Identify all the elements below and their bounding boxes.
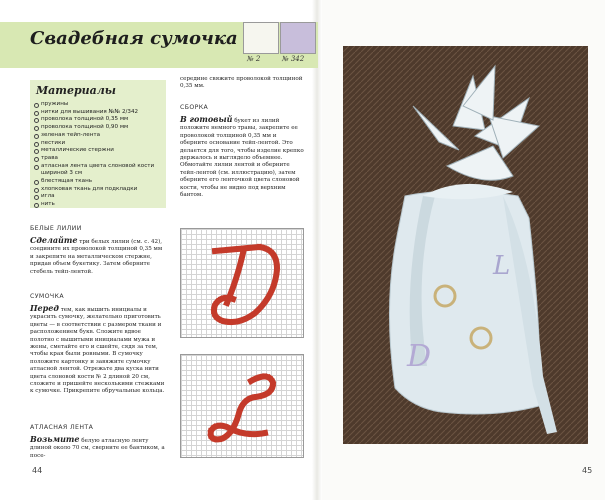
list-item: зеленая тейп-лента (34, 132, 164, 140)
cross-stitch-chart-l (180, 354, 304, 458)
materials-list (34, 101, 164, 209)
list-item: игла (34, 193, 164, 201)
lilies-lead: Сделайте (30, 235, 78, 245)
ribbon-text (30, 436, 166, 460)
wedding-bag-photo (343, 46, 588, 444)
assembly-lead: В готовый (180, 114, 233, 124)
list-item: пружины (34, 101, 164, 109)
lilies-text (30, 237, 166, 276)
thread-swatch-2 (243, 22, 279, 54)
continued-text: середине свяжите проволокой толщиной 0,35 мм. (180, 76, 303, 90)
list-item: проволока толщиной 0,35 мм (34, 116, 164, 124)
materials-title: Материалы (36, 84, 117, 97)
list-item: металлические стержни (34, 147, 164, 155)
letter-l-pattern (181, 355, 303, 457)
book-gutter (312, 0, 322, 500)
cross-stitch-chart-d (180, 228, 304, 338)
list-item: блестящая ткань (34, 178, 164, 186)
swatch-label-2: № 2 (247, 55, 261, 63)
assembly-text (180, 116, 304, 199)
bag-lead: Перед (30, 303, 59, 313)
page-number-right: 45 (582, 466, 593, 475)
bag-body: тем, как вышить инициалы и украсить сумочку, желательно приготовить цветы — в соответствии с размером ткани и расположением букв. Сложите вдвое полотно с вышитыми инициалами мужа и жены, сметайте его и сшейте, сядя за тем, чтобы края были ровными. В сумочку положите картонку и завяжите сумочку атласной лентой. Отрежьте два куска нити цвета слоновой кости № 2 длиной 20 см, сложите и пришейте несколькими стежками к сумочке. Прикрепите обручальные кольца. (30, 307, 165, 395)
section-heading-lilies: БЕЛЫЕ ЛИЛИИ (30, 225, 82, 232)
list-item: нитки для вышивания №№ 2/342 (34, 109, 164, 117)
section-heading-assembly: СБОРКА (180, 104, 209, 111)
list-item: трава (34, 155, 164, 163)
ribbon-body: белую атласную ленту длиной около 70 см, сверните ее бантиком, а посе- (30, 438, 165, 459)
page-title: Свадебная сумочка (30, 28, 238, 49)
embroidered-l-icon: L (493, 251, 511, 281)
list-item: пестики (34, 140, 164, 148)
photo-illustration (343, 46, 588, 444)
section-heading-ribbon: АТЛАСНАЯ ЛЕНТА (30, 424, 94, 431)
embroidered-d-icon: D (407, 339, 432, 374)
letter-d-pattern (181, 229, 303, 337)
swatch-label-342: № 342 (282, 55, 305, 63)
assembly-body: букет из лилий положите немного травы, закрепите ее проволокой толщиной 0,35 мм и оберните основание тейп-лентой. Это делается для того, чтобы изделие крепко держалось и выглядело объемнее. Обмотайте лилии лентой и оберните тейп-лентой (см. иллюстрацию), затем оберните его ленточкой цвета слоновой кости, чтобы не видно под верхним бантом. (180, 118, 304, 199)
page-number-left: 44 (32, 466, 43, 475)
section-heading-bag: СУМОЧКА (30, 293, 64, 300)
list-item: проволока толщиной 0,90 мм (34, 124, 164, 132)
list-item: атласная лента цвета слоновой кости шириной 3 см (34, 163, 164, 178)
thread-swatch-342 (280, 22, 316, 54)
lilies-body: три белых лилии (см. с. 42), соедините их проволокой толщиной 0,35 мм и закрепите на металлическом стержне, придав объем букетику. Затем оберните стебель тейп-лентой. (30, 239, 163, 275)
list-item: нить (34, 201, 164, 209)
ribbon-lead: Возьмите (30, 434, 80, 444)
list-item: хлопковая ткань для подкладки (34, 186, 164, 194)
bag-text (30, 305, 166, 396)
